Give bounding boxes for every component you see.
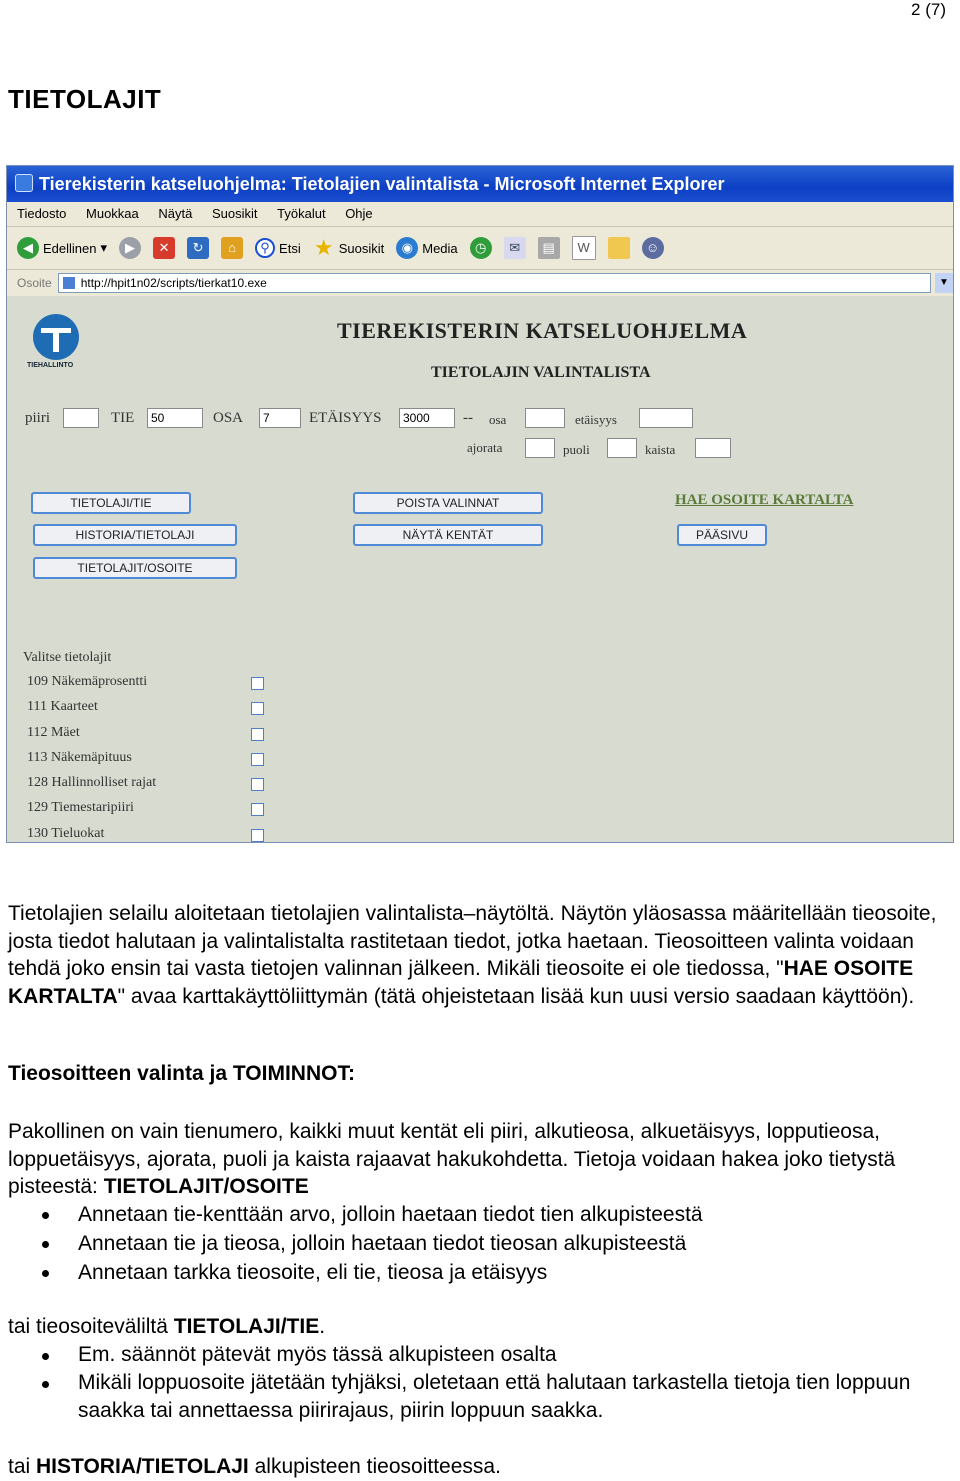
range-rules-list <box>8 1341 956 1425</box>
browser-title-bar <box>7 166 953 202</box>
star-icon: ★ <box>313 235 334 260</box>
menu-tiedosto[interactable]: Tiedosto <box>17 206 67 221</box>
app-content <box>7 296 953 842</box>
ajorata-field[interactable] <box>525 438 555 458</box>
selection-heading: Valitse tietolajit <box>23 650 112 665</box>
item-checkbox[interactable] <box>251 778 264 791</box>
piiri-label: piiri <box>25 410 50 426</box>
poista-valinnat-button[interactable]: POISTA VALINNAT <box>353 492 543 514</box>
item-label: 129 Tiemestaripiiri <box>27 800 134 816</box>
list-item <box>8 1341 956 1369</box>
kaista-label: kaista <box>645 442 676 457</box>
fields-bold: TIETOLAJIT/OSOITE <box>103 1175 309 1198</box>
historia-tietolaji-button[interactable]: HISTORIA/TIETOLAJI <box>33 524 237 546</box>
back-label: Edellinen <box>43 240 97 256</box>
browser-screenshot <box>6 165 954 843</box>
logo-mark-icon <box>33 314 79 360</box>
home-icon[interactable]: ⌂ <box>221 237 243 259</box>
item-checkbox[interactable] <box>251 753 264 766</box>
ajorata-label: ajorata <box>467 440 503 455</box>
kaista-field[interactable] <box>695 438 731 458</box>
etaisyys2-label: etäisyys <box>575 412 617 427</box>
item-label: 112 Mäet <box>27 724 80 740</box>
point-search-list <box>8 1200 956 1287</box>
osa2-label: osa <box>489 412 507 427</box>
history-text: tai <box>8 1455 37 1478</box>
etaisyys-label: ETÄISYYS <box>309 410 382 426</box>
fields-text: Pakollinen on vain tienumero, kaikki muut kentät eli piiri, alkutieosa, alkuetäisyys, lopputieosa, loppuetäisyys, ajorata, puoli ja kaista rajaavat hakukohdetta. Tietoja voidaan hakea joko tietystä pisteestä: <box>8 1120 896 1198</box>
search-button[interactable] <box>255 238 301 258</box>
bullet-text: Em. säännöt pätevät myös tässä alkupisteen osalta <box>78 1343 557 1366</box>
browser-toolbar <box>7 227 953 270</box>
list-item <box>27 699 277 724</box>
list-item <box>8 1200 956 1229</box>
edit-document-icon[interactable]: W <box>572 236 596 260</box>
tie-label: TIE <box>111 410 135 426</box>
list-item <box>8 1369 956 1425</box>
bullet-text: Mikäli loppuosoite jätetään tyhjäksi, oletetaan että halutaan tarkastella tietoja tien loppuun saakka tai annettaessa piirirajaus, piirin loppuun saakka. <box>78 1371 911 1422</box>
piiri-field[interactable] <box>63 408 99 428</box>
item-checkbox[interactable] <box>251 803 264 816</box>
app-title: TIEREKISTERIN KATSELUOHJELMA <box>337 318 748 343</box>
range-paragraph <box>8 1313 956 1341</box>
bullet-text: Annetaan tarkka tieosoite, eli tie, tieosa ja etäisyys <box>78 1261 548 1284</box>
menu-nayta[interactable]: Näytä <box>158 206 193 221</box>
history-paragraph <box>8 1453 956 1481</box>
bullet-icon <box>42 1212 49 1219</box>
section-heading: Tieosoitteen valinta ja TOIMINNOT: <box>8 1062 355 1085</box>
bullet-icon <box>42 1270 49 1277</box>
media-button[interactable] <box>396 237 457 259</box>
item-checkbox[interactable] <box>251 677 264 690</box>
range-text: tai tieosoiteväliltä <box>8 1315 174 1338</box>
document-title: TIETOLAJIT <box>8 84 162 114</box>
favorites-label: Suosikit <box>338 240 385 256</box>
list-item <box>27 775 277 800</box>
browser-menubar <box>7 202 953 227</box>
list-item <box>27 725 277 750</box>
history-icon[interactable]: ◷ <box>470 237 492 259</box>
messenger-icon[interactable]: ☺ <box>642 237 664 259</box>
bullet-icon <box>42 1353 49 1360</box>
list-item <box>27 750 277 775</box>
tietolaji-list <box>27 674 277 843</box>
print-icon[interactable]: ▤ <box>538 237 560 259</box>
etaisyys2-field[interactable] <box>639 408 693 428</box>
bullet-icon <box>42 1241 49 1248</box>
address-dropdown-icon[interactable]: ▼ <box>935 273 953 293</box>
range-bold: TIETOLAJI/TIE <box>173 1315 320 1338</box>
paasivu-button[interactable]: PÄÄSIVU <box>677 524 767 546</box>
item-label: 128 Hallinnolliset rajat <box>27 775 157 791</box>
bullet-text: Annetaan tie ja tieosa, jolloin haetaan tiedot tieosan alkupisteestä <box>78 1232 687 1255</box>
tietolajit-osoite-button[interactable]: TIETOLAJIT/OSOITE <box>33 557 237 579</box>
media-label: Media <box>422 240 458 256</box>
menu-ohje[interactable]: Ohje <box>345 206 373 221</box>
forward-arrow-icon[interactable]: ▶ <box>119 237 141 259</box>
tie-field[interactable]: 50 <box>147 408 203 428</box>
list-item <box>8 1258 956 1287</box>
app-subtitle: TIETOLAJIN VALINTALISTA <box>431 364 651 381</box>
menu-tyokalut[interactable]: Työkalut <box>277 206 326 221</box>
puoli-label: puoli <box>563 442 590 457</box>
item-label: 109 Näkemäprosentti <box>27 674 148 689</box>
hae-osoite-kartalta-link[interactable]: HAE OSOITE KARTALTA <box>675 492 854 508</box>
mail-icon[interactable]: ✉ <box>504 237 526 259</box>
globe-icon: ◉ <box>396 237 418 259</box>
search-icon: ⚲ <box>255 238 275 258</box>
address-input[interactable] <box>58 273 931 293</box>
tietolaji-tie-button[interactable]: TIETOLAJI/TIE <box>31 492 191 514</box>
range-separator: -- <box>463 410 473 426</box>
tiehallinto-logo <box>27 314 87 368</box>
intro-text-b: " avaa karttakäyttöliittymän (tätä ohjeistetaan lisää kun uusi versio saadaan käyttöön). <box>117 984 915 1008</box>
list-item <box>27 674 277 699</box>
item-label: 111 Kaarteet <box>27 699 98 715</box>
item-label: 113 Näkemäpituus <box>27 749 132 765</box>
back-dropdown-icon[interactable]: ▾ <box>100 240 108 255</box>
address-url: http://hpit1n02/scripts/tierkat10.exe <box>80 276 267 290</box>
search-label: Etsi <box>279 240 301 256</box>
logo-text: TIEHALLINTO <box>27 362 74 369</box>
address-bar <box>7 270 953 297</box>
refresh-icon[interactable]: ↻ <box>187 237 209 259</box>
list-item <box>27 826 277 843</box>
item-checkbox[interactable] <box>251 702 264 715</box>
item-checkbox[interactable] <box>251 728 264 741</box>
favorites-button[interactable] <box>313 237 385 259</box>
nayta-kentat-button[interactable]: NÄYTÄ KENTÄT <box>353 524 543 546</box>
osa2-field[interactable] <box>525 408 565 428</box>
history-bold: HISTORIA/TIETOLAJI <box>36 1455 249 1478</box>
browser-title: Tierekisterin katseluohjelma: Tietolajien valintalista - Microsoft Internet Explorer <box>39 174 725 194</box>
osa-label: OSA <box>213 410 244 426</box>
menu-suosikit[interactable]: Suosikit <box>211 206 258 221</box>
intro-text-a: Tietolajien selailu aloitetaan tietolajien valintalista–näytöltä. Näytön yläosassa määritellään tieosoite, josta tiedot halutaan ja valintalistalta rastitetaan tiedot, jotka haetaan. Tieosoitteen valinta voidaan tehdä joko ensin tai vasta tietojen valinnan jälkeen. Mikäli tieosoite ei ole tiedossa, " <box>8 902 937 980</box>
ie-logo-icon <box>15 174 33 192</box>
fields-paragraph <box>8 1118 956 1201</box>
folder-icon[interactable] <box>608 237 630 259</box>
menu-muokkaa[interactable]: Muokkaa <box>86 206 139 221</box>
back-arrow-icon: ◀ <box>17 237 39 259</box>
history-end: alkupisteen tieosoitteessa. <box>248 1455 501 1478</box>
item-label: 130 Tieluokat <box>27 825 105 841</box>
list-item <box>27 800 277 825</box>
puoli-field[interactable] <box>607 438 637 458</box>
item-checkbox[interactable] <box>251 829 264 842</box>
bullet-text: Annetaan tie-kenttään arvo, jolloin haetaan tiedot tien alkupisteestä <box>78 1203 703 1226</box>
bullet-icon <box>42 1381 49 1388</box>
osa-field[interactable]: 7 <box>259 408 301 428</box>
etaisyys-field[interactable]: 3000 <box>399 408 455 428</box>
page-icon <box>63 277 75 289</box>
range-end: . <box>319 1315 326 1338</box>
back-button[interactable] <box>17 237 107 259</box>
stop-icon[interactable]: ✕ <box>153 237 175 259</box>
list-item <box>8 1229 956 1258</box>
intro-paragraph <box>8 900 956 1010</box>
page-number: 2 (7) <box>911 0 946 19</box>
address-label: Osoite <box>17 276 52 290</box>
intro-bold: HAE OSOITE KARTALTA <box>8 957 914 1008</box>
